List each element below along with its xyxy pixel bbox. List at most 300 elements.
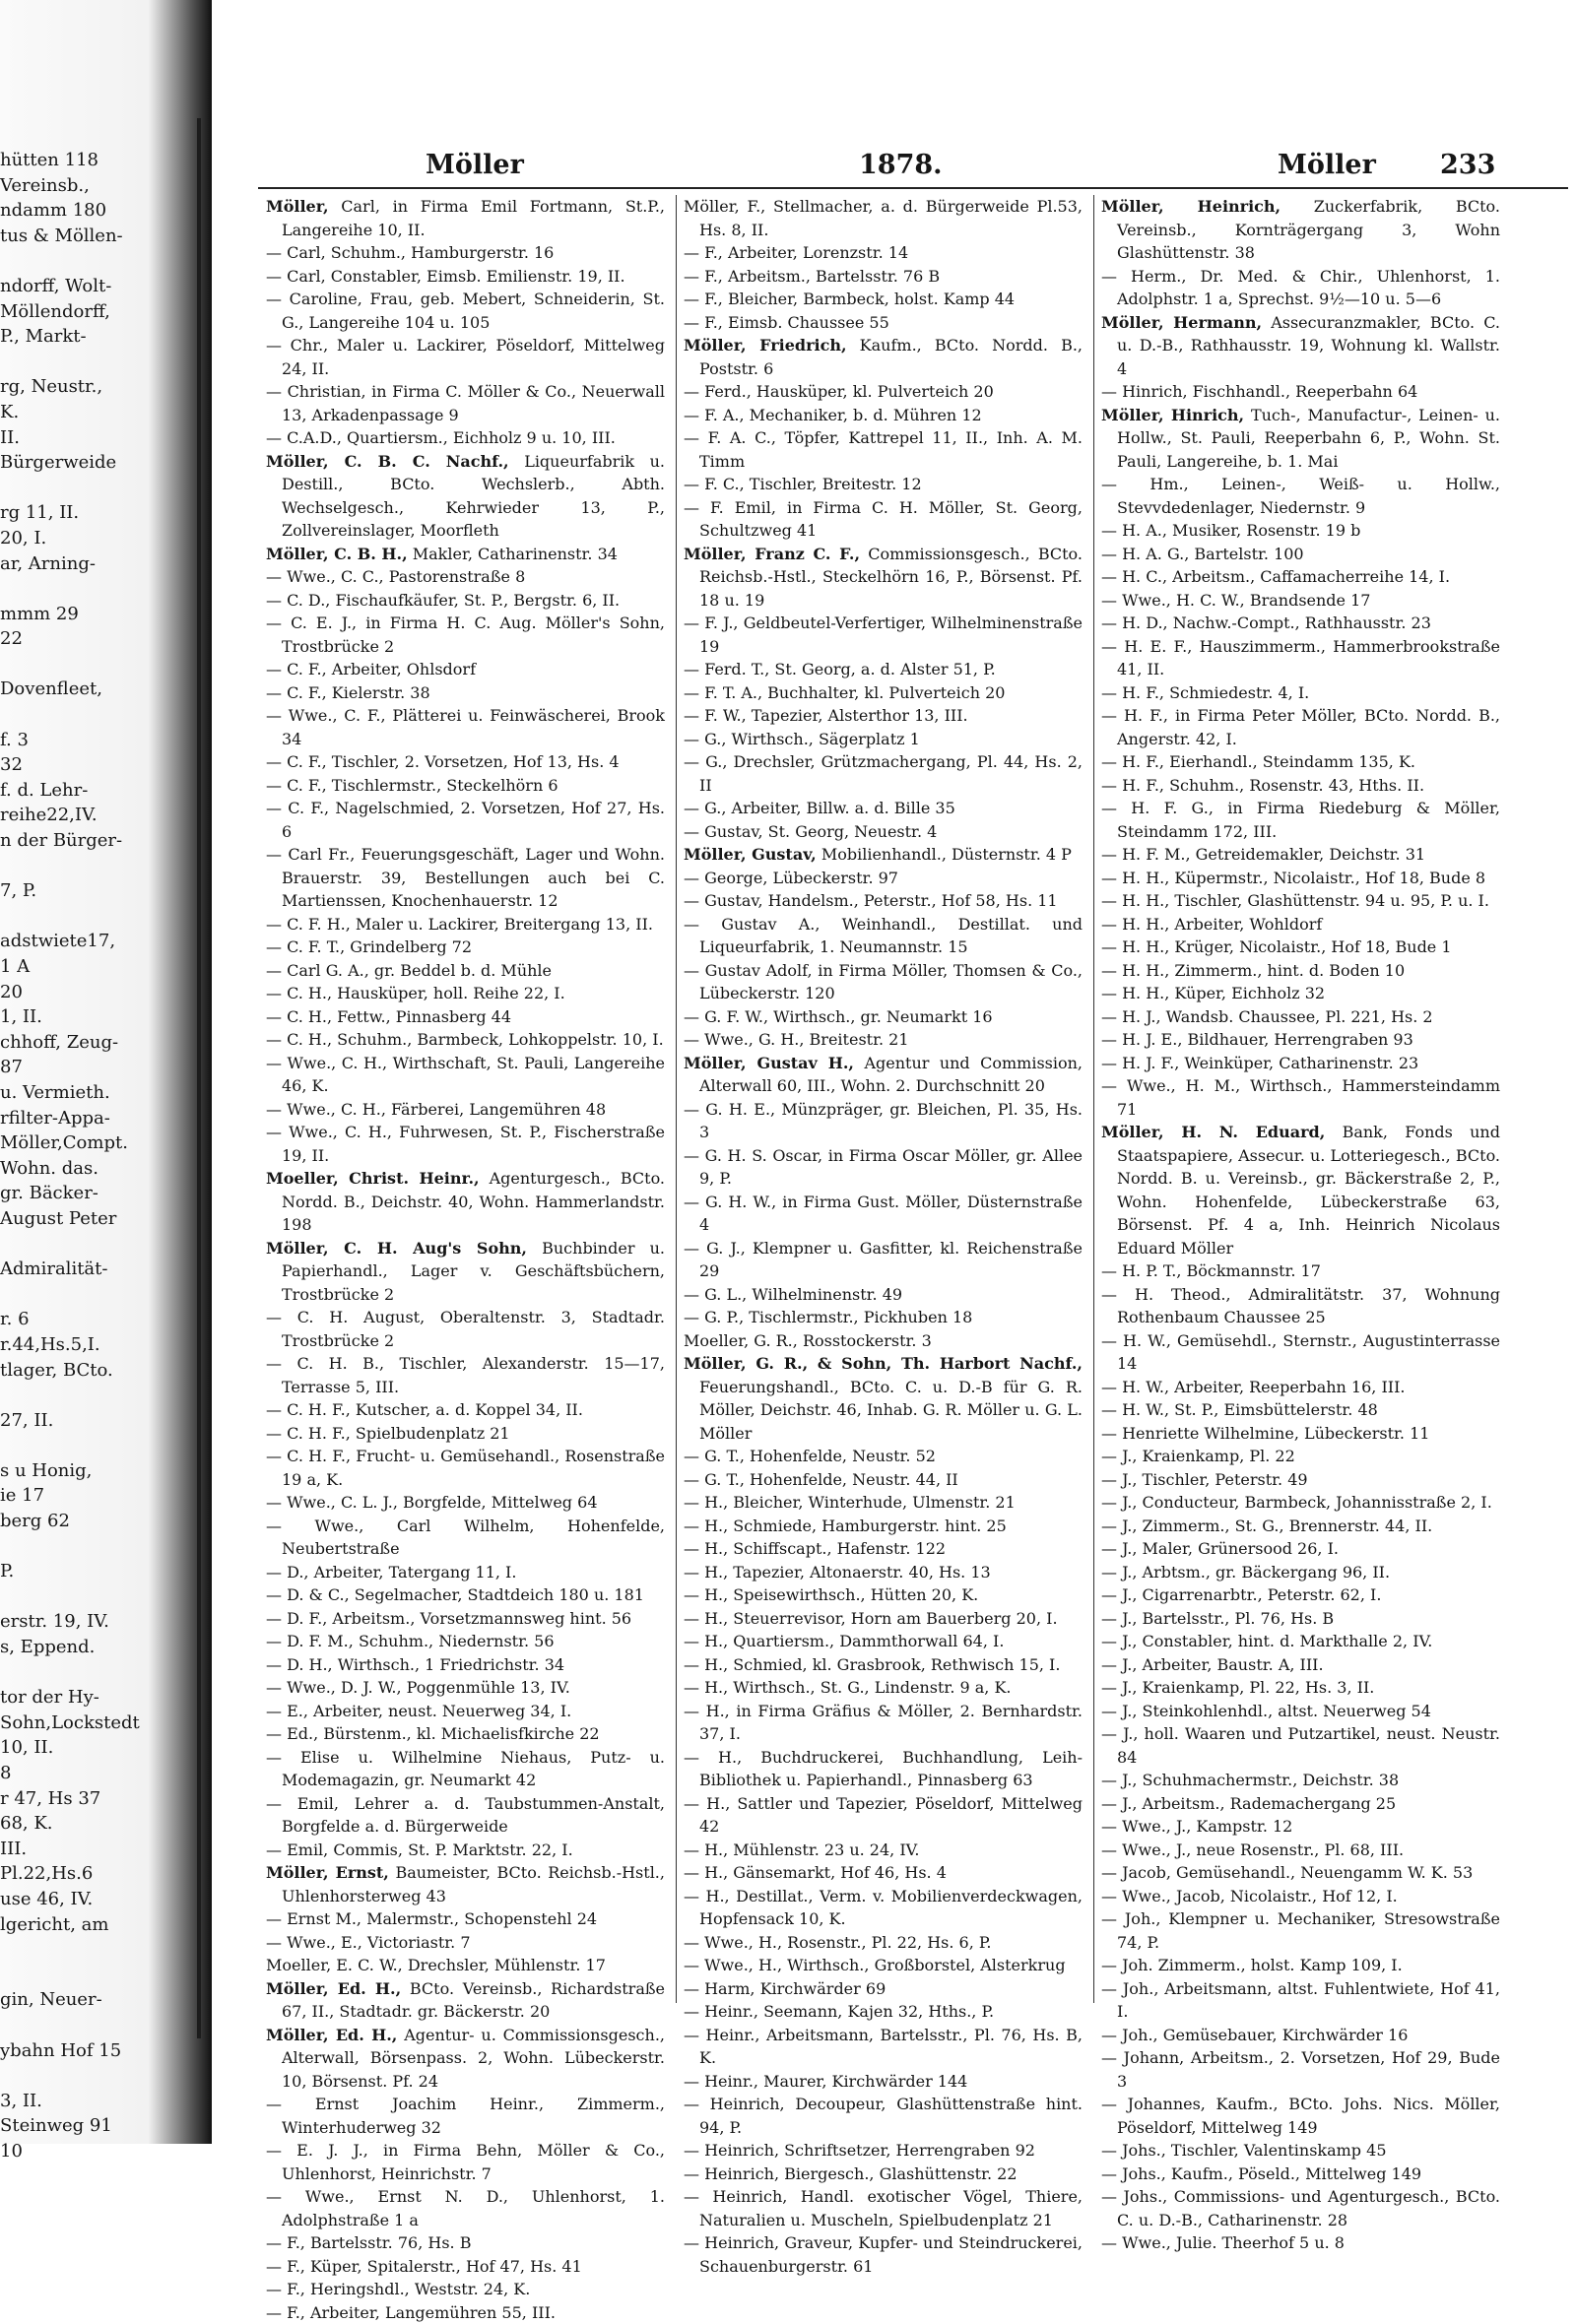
entry-text: — Wwe., C. H., Färberei, Langemühren 48 — [266, 1100, 606, 1119]
directory-entry — [684, 1352, 1083, 1445]
facing-page-line: ybahn Hof 15 — [0, 2038, 182, 2064]
entry-text: — H. J. E., Bildhauer, Herrengraben 93 — [1101, 1030, 1413, 1049]
entry-text: — F. T. A., Buchhalter, kl. Pulverteich 20 — [684, 683, 1005, 702]
directory-entry — [684, 728, 1083, 751]
entry-name: Möller, Franz C. F., — [684, 545, 860, 563]
directory-entry — [684, 612, 1083, 658]
directory-entry — [684, 404, 1083, 427]
directory-entry — [266, 1398, 665, 1422]
entry-name: Möller, Friedrich, — [684, 336, 847, 355]
directory-entry — [266, 1839, 665, 1862]
directory-entry — [266, 1167, 665, 1237]
directory-entry — [684, 704, 1083, 728]
facing-page-line: tor der Hy- — [0, 1685, 182, 1711]
entry-text: — Emil, Commis, St. P. Marktstr. 22, I. — [266, 1840, 573, 1859]
facing-page-line: 27, II. — [0, 1408, 182, 1434]
directory-entry — [266, 1700, 665, 1723]
directory-entry — [684, 2070, 1083, 2094]
entry-text: — J., holl. Waaren und Putzartikel, neust. Neustr. 84 — [1101, 1724, 1500, 1767]
directory-entry — [266, 1653, 665, 1677]
entry-text: Agenturgesch., BCto. Nordd. B., Deichstr. 40, Wohn. Hammerlandstr. 198 — [282, 1169, 665, 1234]
directory-entry — [1101, 1907, 1500, 1954]
facing-page-line — [0, 1433, 182, 1458]
facing-page-line: ndorff, Wolt- — [0, 274, 182, 299]
directory-entry — [1101, 2139, 1500, 2163]
entry-text: — H., Buchdruckerei, Buchhandlung, Leih-Bibliothek u. Papierhandl., Pinnasberg 63 — [684, 1748, 1083, 1790]
facing-page-line: 20, I. — [0, 526, 182, 551]
entry-name: Möller, Gustav H., — [684, 1054, 854, 1072]
facing-page-line: s, Eppend. — [0, 1635, 182, 1660]
entry-text: — C. H., Schuhm., Barmbeck, Lohkoppelstr. 10, I. — [266, 1030, 664, 1049]
facing-page-line: K. — [0, 400, 182, 425]
entry-text: — H. J., Wandsb. Chaussee, Pl. 221, Hs. 2 — [1101, 1007, 1433, 1026]
entry-name: Möller, C. B. C. Nachf., — [266, 452, 509, 471]
facing-page-line: chhoff, Zeug- — [0, 1030, 182, 1056]
directory-entry — [684, 496, 1083, 543]
directory-entry — [1101, 1583, 1500, 1607]
facing-page-line: August Peter — [0, 1206, 182, 1232]
entry-text: Feuerungshandl., BCto. C. u. D.-B für G. R. Möller, Deichstr. 46, Inhab. G. R. Möller u. G. L. Möller — [699, 1378, 1083, 1443]
facing-page-line: ndamm 180 — [0, 198, 182, 224]
directory-entry — [1101, 2163, 1500, 2186]
entry-text: — F. W., Tapezier, Alsterthor 13, III. — [684, 706, 968, 725]
directory-entry — [684, 2000, 1083, 2024]
directory-entry — [684, 959, 1083, 1005]
directory-entry — [266, 1005, 665, 1029]
facing-page-line: P., Markt- — [0, 324, 182, 350]
entry-text: — H. H., Küper, Eichholz 32 — [1101, 984, 1325, 1002]
directory-entry — [1101, 681, 1500, 705]
entry-text: — Heinr., Seemann, Kajen 32, Hths., P. — [684, 2002, 994, 2021]
column-2 — [684, 195, 1083, 2007]
facing-page-line — [0, 1383, 182, 1408]
entry-text: BCto. Vereinsb., Richardstraße 67, II., Stadtadr. gr. Bäckerstr. 20 — [282, 1979, 665, 2022]
facing-page-line: P. — [0, 1559, 182, 1584]
entry-text: — Elise u. Wilhelmine Niehaus, Putz- u. Modemagazin, gr. Neumarkt 42 — [266, 1748, 665, 1790]
entry-text: — Wwe., C. F., Plätterei u. Feinwäscherei, Brook 34 — [266, 706, 665, 748]
directory-entry — [684, 311, 1083, 335]
header-right-surname: Möller — [1278, 150, 1376, 180]
facing-page-line: erstr. 19, IV. — [0, 1609, 182, 1635]
directory-entry — [266, 265, 665, 289]
entry-text: — Wwe., E., Victoriastr. 7 — [266, 1933, 471, 1952]
directory-entry — [266, 681, 665, 705]
directory-entry — [1101, 1028, 1500, 1052]
entry-text: Agentur- u. Commissionsgesch., Alterwall, Börsenpass. 2, Wohn. Lübeckerstr. 10, Börsenst. Pf. 24 — [282, 2026, 665, 2091]
directory-entry — [1101, 543, 1500, 566]
entry-text: — J., Zimmerm., St. G., Brennerstr. 44, II. — [1101, 1517, 1432, 1535]
entry-name: Möller, Hermann, — [1101, 313, 1262, 332]
entry-text: — Wwe., G. H., Breitestr. 21 — [684, 1030, 909, 1049]
entry-text: — F., Bleicher, Barmbeck, holst. Kamp 44 — [684, 290, 1015, 308]
facing-page-line — [0, 1963, 182, 1988]
directory-entry — [684, 426, 1083, 473]
entry-text: — F., Arbeitsm., Bartelsstr. 76 B — [684, 267, 940, 286]
facing-page-line: reihe22,IV. — [0, 803, 182, 828]
entry-text: Makler, Catharinenstr. 34 — [413, 545, 618, 563]
entry-text: Zuckerfabrik, BCto. Vereinsb., Kornträgergang 3, Wohn Glashüttenstr. 38 — [1117, 197, 1500, 262]
facing-page-line — [0, 1282, 182, 1308]
directory-entry — [266, 426, 665, 450]
directory-entry — [684, 2139, 1083, 2163]
entry-name: Möller, Gustav, — [684, 845, 817, 864]
directory-entry — [266, 1561, 665, 1584]
facing-page-line — [0, 854, 182, 879]
facing-page-line — [0, 702, 182, 728]
directory-entry — [1101, 612, 1500, 635]
entry-text: — Ernst Joachim Heinr., Zimmerm., Winterhuderweg 32 — [266, 2095, 665, 2137]
directory-entry — [684, 1028, 1083, 1052]
entry-text: — J., Cigarrenarbtr., Peterstr. 62, I. — [1101, 1585, 1381, 1604]
directory-entry — [266, 1977, 665, 2024]
entry-text: — Wwe., Julie. Theerhof 5 u. 8 — [1101, 2233, 1345, 2252]
entry-text: — Heinrich, Decoupeur, Glashüttenstraße hint. 94, P. — [684, 2095, 1083, 2137]
entry-text: — H. W., Arbeiter, Reeperbahn 16, III. — [1101, 1378, 1406, 1396]
directory-entry — [1101, 1468, 1500, 1492]
facing-page-line: Sohn,Lockstedt — [0, 1711, 182, 1736]
facing-page-line — [0, 1584, 182, 1610]
facing-page-line: Bürgerweide — [0, 450, 182, 476]
facing-page-line: f. 3 — [0, 728, 182, 753]
entry-text: — G. H. E., Münzpräger, gr. Bleichen, Pl. 35, Hs. 3 — [684, 1100, 1083, 1142]
entry-name: Möller, — [266, 197, 329, 216]
entry-text: — E. J. J., in Firma Behn, Möller & Co., Uhlenhorst, Heinrichstr. 7 — [266, 2141, 665, 2183]
directory-entry — [684, 1977, 1083, 2001]
entry-text: — Johannes, Kaufm., BCto. Johs. Nics. Möller, Pöseldorf, Mittelweg 149 — [1101, 2095, 1500, 2137]
directory-entry — [266, 1445, 665, 1491]
directory-entry — [684, 241, 1083, 265]
entry-text: — H., Quartiersm., Dammthorwall 64, I. — [684, 1632, 1004, 1650]
entry-text: — Heinrich, Graveur, Kupfer- und Steindruckerei, Schauenburgerstr. 61 — [684, 2233, 1083, 2276]
directory-entry — [684, 1885, 1083, 1931]
facing-page-line: 1, II. — [0, 1004, 182, 1030]
facing-page-line — [0, 904, 182, 930]
directory-entry — [684, 1005, 1083, 1029]
entry-text: Moeller, G. R., Rosstockerstr. 3 — [684, 1331, 932, 1350]
header-left-surname: Möller — [426, 150, 524, 180]
directory-entry — [1101, 936, 1500, 959]
entry-text: — H., Schmiede, Hamburgerstr. hint. 25 — [684, 1517, 1007, 1535]
directory-entry — [1101, 1398, 1500, 1422]
entry-text: — G. J., Klempner u. Gasfitter, kl. Reichenstraße 29 — [684, 1239, 1083, 1281]
directory-entry — [1101, 889, 1500, 913]
directory-entry — [266, 658, 665, 681]
directory-entry — [266, 1722, 665, 1746]
facing-page-line: ar, Arning- — [0, 551, 182, 577]
directory-entry — [1101, 1074, 1500, 1121]
entry-text: — Emil, Lehrer a. d. Taubstummen-Anstalt, Borgfelde a. d. Bürgerweide — [266, 1794, 665, 1837]
entry-text: — H. Theod., Admiralitätstr. 37, Wohnung Rothenbaum Chaussee 25 — [1101, 1285, 1500, 1327]
entry-text: — Wwe., J., neue Rosenstr., Pl. 68, III. — [1101, 1840, 1404, 1859]
entry-text: — C. H. B., Tischler, Alexanderstr. 15—17, Terrasse 5, III. — [266, 1354, 665, 1396]
entry-text: — H., Wirthsch., St. G., Lindenstr. 9 a, K. — [684, 1678, 1012, 1697]
entry-text: — H. P. T., Böckmannstr. 17 — [1101, 1261, 1321, 1280]
directory-entry — [266, 589, 665, 613]
directory-entry — [684, 1468, 1083, 1492]
directory-entry — [266, 1746, 665, 1792]
directory-entry — [684, 1191, 1083, 1237]
entry-text: — J., Schuhmachermstr., Deichstr. 38 — [1101, 1771, 1399, 1789]
entry-text: — Wwe., C. C., Pastorenstraße 8 — [266, 567, 525, 586]
entry-text: — H. F., Schmiedestr. 4, I. — [1101, 683, 1309, 702]
directory-entry — [1101, 311, 1500, 381]
facing-page-line: r. 6 — [0, 1307, 182, 1332]
directory-entry — [1101, 1052, 1500, 1075]
directory-entry — [1101, 565, 1500, 589]
entry-text: — H. H., Krüger, Nicolaistr., Hof 18, Bude 1 — [1101, 937, 1452, 956]
entry-text: — Wwe., J., Kampstr. 12 — [1101, 1817, 1292, 1836]
entry-text: Mobilienhandl., Düsternstr. 4 P — [821, 845, 1072, 864]
directory-entry — [684, 543, 1083, 613]
entry-text: — Gustav A., Weinhandl., Destillat. und Liqueurfabrik, 1. Neumannstr. 15 — [684, 915, 1083, 957]
entry-name: Möller, Ed. H., — [266, 2026, 397, 2044]
facing-page-line: 10, II. — [0, 1735, 182, 1761]
facing-page-line: Wohn. das. — [0, 1156, 182, 1182]
entry-text: Assecuranzmakler, BCto. C. u. D.-B., Rathhausstr. 19, Wohnung kl. Wallstr. 4 — [1117, 313, 1500, 378]
facing-page-line: hütten 118 — [0, 148, 182, 173]
entry-text: — Joh., Gemüsebauer, Kirchwärder 16 — [1101, 2026, 1408, 2044]
column-3 — [1101, 195, 1500, 2007]
entry-text: — H., Bleicher, Winterhude, Ulmenstr. 21 — [684, 1493, 1016, 1512]
entry-text: — Chr., Maler u. Lackirer, Pöseldorf, Mittelweg 24, II. — [266, 336, 665, 378]
directory-entry — [684, 1237, 1083, 1283]
entry-text: — G., Drechsler, Grützmachergang, Pl. 44, Hs. 2, II — [684, 752, 1083, 795]
entry-text: — H. J. F., Weinküper, Catharinenstr. 23 — [1101, 1054, 1418, 1072]
entry-name: Möller, Ernst, — [266, 1863, 389, 1882]
entry-text: Buchbinder u. Papierhandl., Lager v. Geschäftsbüchern, Trostbrücke 2 — [282, 1239, 665, 1304]
entry-text: — H. H., Küpermstr., Nicolaistr., Hof 18, Bude 8 — [1101, 869, 1485, 887]
entry-text: — Jacob, Gemüsehandl., Neuengamm W. K. 53 — [1101, 1863, 1473, 1882]
directory-entry — [684, 265, 1083, 289]
directory-entry — [684, 1445, 1083, 1468]
entry-text: — D. F., Arbeitsm., Vorsetzmannsweg hint. 56 — [266, 1609, 631, 1628]
entry-text: — G. P., Tischlermstr., Pickhuben 18 — [684, 1308, 972, 1326]
directory-entry — [266, 750, 665, 774]
facing-page-line: r 47, Hs 37 — [0, 1786, 182, 1812]
entry-text: — Hm., Leinen-, Weiß- u. Hollw., Stevvdedenlager, Niedernstr. 9 — [1101, 475, 1500, 517]
entry-text: — C. F., Tischlermstr., Steckelhörn 6 — [266, 776, 558, 795]
entry-text: — Herm., Dr. Med. & Chir., Uhlenhorst, 1. Adolphstr. 1 a, Sprechst. 9½—10 u. 5—6 — [1101, 267, 1500, 309]
directory-entry — [684, 843, 1083, 867]
entry-text: — Carl, Schuhm., Hamburgerstr. 16 — [266, 243, 554, 262]
facing-page-line: Möller,Compt. — [0, 1130, 182, 1156]
entry-text: — F. C., Tischler, Breitestr. 12 — [684, 475, 922, 493]
directory-entry — [1101, 1630, 1500, 1653]
directory-entry — [684, 1700, 1083, 1746]
book-gutter — [197, 118, 201, 2038]
entry-text: — H. W., Gemüsehdl., Sternstr., Augustinterrasse 14 — [1101, 1331, 1500, 1374]
entry-text: — H. W., St. P., Eimsbüttelerstr. 48 — [1101, 1400, 1378, 1419]
directory-entry — [1101, 519, 1500, 543]
entry-text: — F., Bartelsstr. 76, Hs. B — [266, 2233, 471, 2252]
facing-page-line: u. Vermieth. — [0, 1080, 182, 1106]
entry-text: Baumeister, BCto. Reichsb.-Hstl., Uhlenhorsterweg 43 — [282, 1863, 665, 1905]
header-year: 1878. — [859, 150, 943, 180]
directory-entry — [1101, 635, 1500, 681]
directory-entry — [1101, 959, 1500, 983]
entry-text: — H. D., Nachw.-Compt., Rathhausstr. 23 — [1101, 613, 1431, 632]
entry-text: — H. F. G., in Firma Riedeburg & Möller, Steindamm 172, III. — [1101, 799, 1500, 841]
entry-text: — H. F., Schuhm., Rosenstr. 43, Hths. II. — [1101, 776, 1424, 795]
directory-entry — [266, 1098, 665, 1122]
entry-text: — G. T., Hohenfelde, Neustr. 44, II — [684, 1470, 958, 1489]
directory-entry — [1101, 843, 1500, 867]
entry-text: — H., Steuerrevisor, Horn am Bauerberg 20, I. — [684, 1609, 1058, 1628]
entry-text: — H. A. G., Bartelstr. 100 — [1101, 545, 1304, 563]
facing-page-line — [0, 2063, 182, 2089]
entry-text: — Heinrich, Biergesch., Glashüttenstr. 22 — [684, 2164, 1018, 2183]
entry-text: — F., Heringshdl., Weststr. 24, K. — [266, 2280, 530, 2298]
entry-text: — Gustav, Handelsm., Peterstr., Hof 58, Hs. 11 — [684, 891, 1058, 910]
entry-text: — C. H., Fettw., Pinnasberg 44 — [266, 1007, 511, 1026]
directory-entry — [266, 1028, 665, 1052]
entry-text: — F., Eimsb. Chaussee 55 — [684, 313, 889, 332]
entry-text: — Johs., Kaufm., Pöseld., Mittelweg 149 — [1101, 2164, 1421, 2183]
entry-text: — H., Tapezier, Altonaerstr. 40, Hs. 13 — [684, 1563, 991, 1582]
directory-entry — [1101, 2046, 1500, 2093]
facing-page-line — [0, 1937, 182, 1963]
entry-text: — Joh., Klempner u. Mechaniker, Stresowstraße 74, P. — [1101, 1909, 1500, 1952]
directory-entry — [1101, 1861, 1500, 1885]
facing-page-line — [0, 476, 182, 501]
entry-text: — Henriette Wilhelmine, Lübeckerstr. 11 — [1101, 1424, 1429, 1443]
directory-entry — [266, 2255, 665, 2279]
directory-entry — [266, 195, 665, 241]
directory-entry — [684, 1653, 1083, 1677]
directory-entry — [684, 1515, 1083, 1538]
entry-text: — H., Schiffscapt., Hafenstr. 122 — [684, 1539, 946, 1558]
entry-text: — F., Arbeiter, Langemühren 55, III. — [266, 2303, 556, 2322]
entry-text: — H., Gänsemarkt, Hof 46, Hs. 4 — [684, 1863, 947, 1882]
entry-text: — G. L., Wilhelminenstr. 49 — [684, 1285, 902, 1304]
directory-entry — [684, 867, 1083, 890]
entry-text: — Wwe., Ernst N. D., Uhlenhorst, 1. Adolphstraße 1 a — [266, 2187, 665, 2229]
entry-text: — C. D., Fischaufkäufer, St. P., Bergstr. 6, II. — [266, 591, 620, 610]
entry-text: — H. E. F., Hauszimmerm., Hammerbrookstraße 41, II. — [1101, 637, 1500, 679]
directory-entry — [266, 982, 665, 1005]
entry-text: — C. F., Kielerstr. 38 — [266, 683, 430, 702]
entry-text: — C. H. F., Spielbudenplatz 21 — [266, 1424, 510, 1443]
facing-page-line: berg 62 — [0, 1509, 182, 1534]
column-divider — [676, 195, 677, 2003]
facing-page-fragment — [0, 148, 182, 2038]
entry-text: Bank, Fonds und Staatspapiere, Assecur. u. Lotteriegesch., BCto. Nordd. B. u. Vereinsb., gr. Bäckerstraße 2, P., Wohn. Hohenfelde, Lübeckerstraße 63, Börsenst. Pf. 4 a, Inh. Heinrich Nicolaus Eduard Möller — [1117, 1123, 1500, 1258]
facing-page-line — [0, 248, 182, 274]
entry-text: — J., Kraienkamp, Pl. 22, Hs. 3, II. — [1101, 1678, 1374, 1697]
facing-page-line: 87 — [0, 1055, 182, 1080]
entry-text: — C. F., Nagelschmied, 2. Vorsetzen, Hof 27, Hs. 6 — [266, 799, 665, 841]
directory-entry — [266, 1583, 665, 1607]
entry-text: — Heinrich, Schriftsetzer, Herrengraben 92 — [684, 2141, 1035, 2160]
directory-entry — [266, 1931, 665, 1955]
facing-page-line: gr. Bäcker- — [0, 1181, 182, 1206]
entry-text: — G. H. S. Oscar, in Firma Oscar Möller, gr. Allee 9, P. — [684, 1146, 1083, 1189]
facing-page-line: 32 — [0, 752, 182, 778]
entry-text: Möller, F., Stellmacher, a. d. Bürgerweide Pl.53, Hs. 8, II. — [684, 197, 1083, 239]
entry-name: Moeller, Christ. Heinr., — [266, 1169, 480, 1188]
directory-entry — [1101, 1121, 1500, 1259]
entry-text: — F. A., Mechaniker, b. d. Mühren 12 — [684, 406, 982, 424]
entry-text: — Joh., Arbeitsmann, altst. Fuhlentwiete, Hof 41, I. — [1101, 1979, 1500, 2022]
directory-entry — [684, 1329, 1083, 1353]
facing-page-line: Vereinsb., — [0, 173, 182, 199]
facing-page-line — [0, 1534, 182, 1560]
entry-text: — D. F. M., Schuhm., Niedernstr. 56 — [266, 1632, 555, 1650]
facing-page-line — [0, 576, 182, 602]
directory-entry — [684, 1537, 1083, 1561]
directory-entry — [266, 1352, 665, 1398]
entry-text: — J., Conducteur, Barmbeck, Johannisstraße 2, I. — [1101, 1493, 1492, 1512]
entry-text: Tuch-, Manufactur-, Leinen- u. Hollw., St. Pauli, Reeperbahn 6, P., Wohn. St. Pauli, Langereihe, b. 1. Mai — [1117, 406, 1500, 471]
directory-entry — [266, 612, 665, 658]
column-1 — [266, 195, 665, 2007]
entry-text: — F. A. C., Töpfer, Kattrepel 11, II., Inh. A. M. Timm — [684, 428, 1083, 471]
entry-text: — H. F. M., Getreidemakler, Deichstr. 31 — [1101, 845, 1425, 864]
directory-entry — [266, 241, 665, 265]
entry-text: — Wwe., H. C. W., Brandsende 17 — [1101, 591, 1370, 610]
entry-text: — Ferd., Hausküper, kl. Pulverteich 20 — [684, 382, 994, 401]
entry-text: — J., Bartelsstr., Pl. 76, Hs. B — [1101, 1609, 1334, 1628]
entry-text: Agentur und Commission, Alterwall 60, III., Wohn. 2. Durchschnitt 20 — [699, 1054, 1083, 1096]
directory-entry — [1101, 380, 1500, 404]
facing-page-line: lgericht, am — [0, 1912, 182, 1938]
directory-entry — [266, 565, 665, 589]
directory-entry — [684, 1676, 1083, 1700]
entry-text: — Gustav, St. Georg, Neuestr. 4 — [684, 822, 937, 841]
facing-page-line: 7, P. — [0, 878, 182, 904]
directory-entry — [266, 380, 665, 426]
directory-entry — [1101, 982, 1500, 1005]
entry-text: — J., Tischler, Peterstr. 49 — [1101, 1470, 1308, 1489]
directory-entry — [1101, 774, 1500, 798]
directory-entry — [266, 1861, 665, 1907]
directory-entry — [684, 1306, 1083, 1329]
directory-entry — [1101, 1885, 1500, 1908]
directory-entry — [266, 1052, 665, 1098]
entry-text: — C. H. F., Kutscher, a. d. Koppel 34, II. — [266, 1400, 583, 1419]
directory-entry — [1101, 1977, 1500, 2024]
directory-entry — [266, 288, 665, 334]
directory-entry — [266, 913, 665, 936]
directory-entry — [1101, 1700, 1500, 1723]
directory-entry — [684, 2093, 1083, 2139]
entry-text: Moeller, E. C. W., Drechsler, Mühlenstr. 17 — [266, 1956, 606, 1974]
entry-text: — J., Steinkohlenhdl., altst. Neuerweg 54 — [1101, 1702, 1431, 1720]
directory-entry — [1101, 1259, 1500, 1283]
directory-entry — [266, 2139, 665, 2185]
directory-entry — [684, 1630, 1083, 1653]
entry-text: — Christian, in Firma C. Möller & Co., Neuerwall 13, Arkadenpassage 9 — [266, 382, 665, 424]
directory-entry — [266, 1676, 665, 1700]
directory-entry — [266, 2093, 665, 2139]
directory-entry — [1101, 195, 1500, 265]
entry-text: — Wwe., H., Rosenstr., Pl. 22, Hs. 6, P. — [684, 1933, 992, 1952]
entry-name: Möller, G. R., & Sohn, Th. Harbort Nachf., — [684, 1354, 1083, 1373]
entry-name: Möller, C. B. H., — [266, 545, 408, 563]
facing-page-line — [0, 652, 182, 678]
entry-text: — H. H., Arbeiter, Wohldorf — [1101, 915, 1322, 934]
column-divider — [1093, 195, 1094, 2003]
entry-text: — E., Arbeiter, neust. Neuerweg 34, I. — [266, 1702, 571, 1720]
directory-entry — [684, 1283, 1083, 1307]
entry-text: — C. F., Tischler, 2. Vorsetzen, Hof 13, Hs. 4 — [266, 752, 620, 771]
directory-entry — [684, 913, 1083, 959]
directory-entry — [266, 774, 665, 798]
directory-entry — [266, 1907, 665, 1931]
directory-entry — [684, 797, 1083, 820]
entry-text: — Caroline, Frau, geb. Mebert, Schneiderin, St. G., Langereihe 104 u. 105 — [266, 290, 665, 332]
directory-entry — [266, 704, 665, 750]
